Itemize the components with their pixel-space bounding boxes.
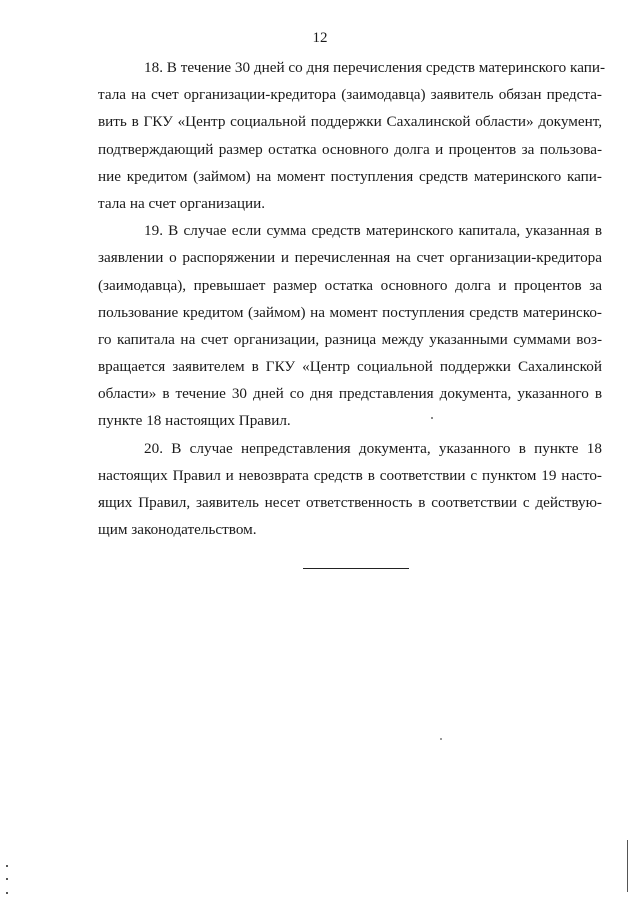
paragraph-line: пункте 18 настоящих Правил.: [98, 412, 291, 430]
scan-artifact: [431, 417, 433, 419]
paragraph-line: области» в течение 30 дней со дня представления документа, указанного в: [98, 385, 602, 403]
paragraph-line: вращается заявителем в ГКУ «Центр социальной поддержки Сахалинской: [98, 358, 602, 376]
paragraph-line: (заимодавца), превышает размер остатка основного долга и процентов за: [98, 276, 602, 294]
paragraph-18: [98, 54, 606, 217]
paragraph-line: ние кредитом (займом) на момент поступления средств материнского капи-: [98, 167, 602, 185]
paragraph-line: ящих Правил, заявитель несет ответственность в соответствии с действую-: [98, 494, 602, 511]
end-separator-line: [303, 568, 409, 569]
paragraph-line: 20. В случае непредставления документа, указанного в пункте 18: [144, 439, 602, 457]
document-body: [98, 54, 606, 543]
page-number: 12: [312, 30, 328, 46]
scan-artifact: [6, 892, 8, 894]
paragraph-19: [98, 217, 602, 435]
paragraph-line: настоящих Правил и невозврата средств в соответствии с пунктом 19 насто-: [98, 466, 602, 484]
paragraph-line: тала на счет организации.: [98, 194, 266, 212]
scan-artifact: [627, 840, 628, 892]
paragraph-line: пользование кредитом (займом) на момент поступления средств материнско-: [98, 303, 602, 321]
paragraph-line: тала на счет организации-кредитора (заимодавца) заявитель обязан предста-: [98, 86, 602, 104]
scan-artifact: [6, 865, 8, 867]
paragraph-line: щим законодательством.: [98, 521, 257, 539]
paragraph-line: подтверждающий размер остатка основного долга и процентов за пользова-: [98, 140, 602, 158]
scan-artifact: [440, 738, 442, 740]
paragraph-line: вить в ГКУ «Центр социальной поддержки Сахалинской области» документ,: [98, 113, 602, 131]
paragraph-line: 18. В течение 30 дней со дня перечисления средств материнского капи-: [144, 59, 606, 76]
scan-artifact: [6, 878, 8, 880]
paragraph-line: заявлении о распоряжении и перечисленная на счет организации-кредитора: [98, 249, 602, 267]
paragraph-line: го капитала на счет организации, разница между указанными суммами воз-: [98, 330, 602, 348]
paragraph-20: [98, 435, 602, 544]
paragraph-line: 19. В случае если сумма средств материнского капитала, указанная в: [144, 222, 602, 240]
